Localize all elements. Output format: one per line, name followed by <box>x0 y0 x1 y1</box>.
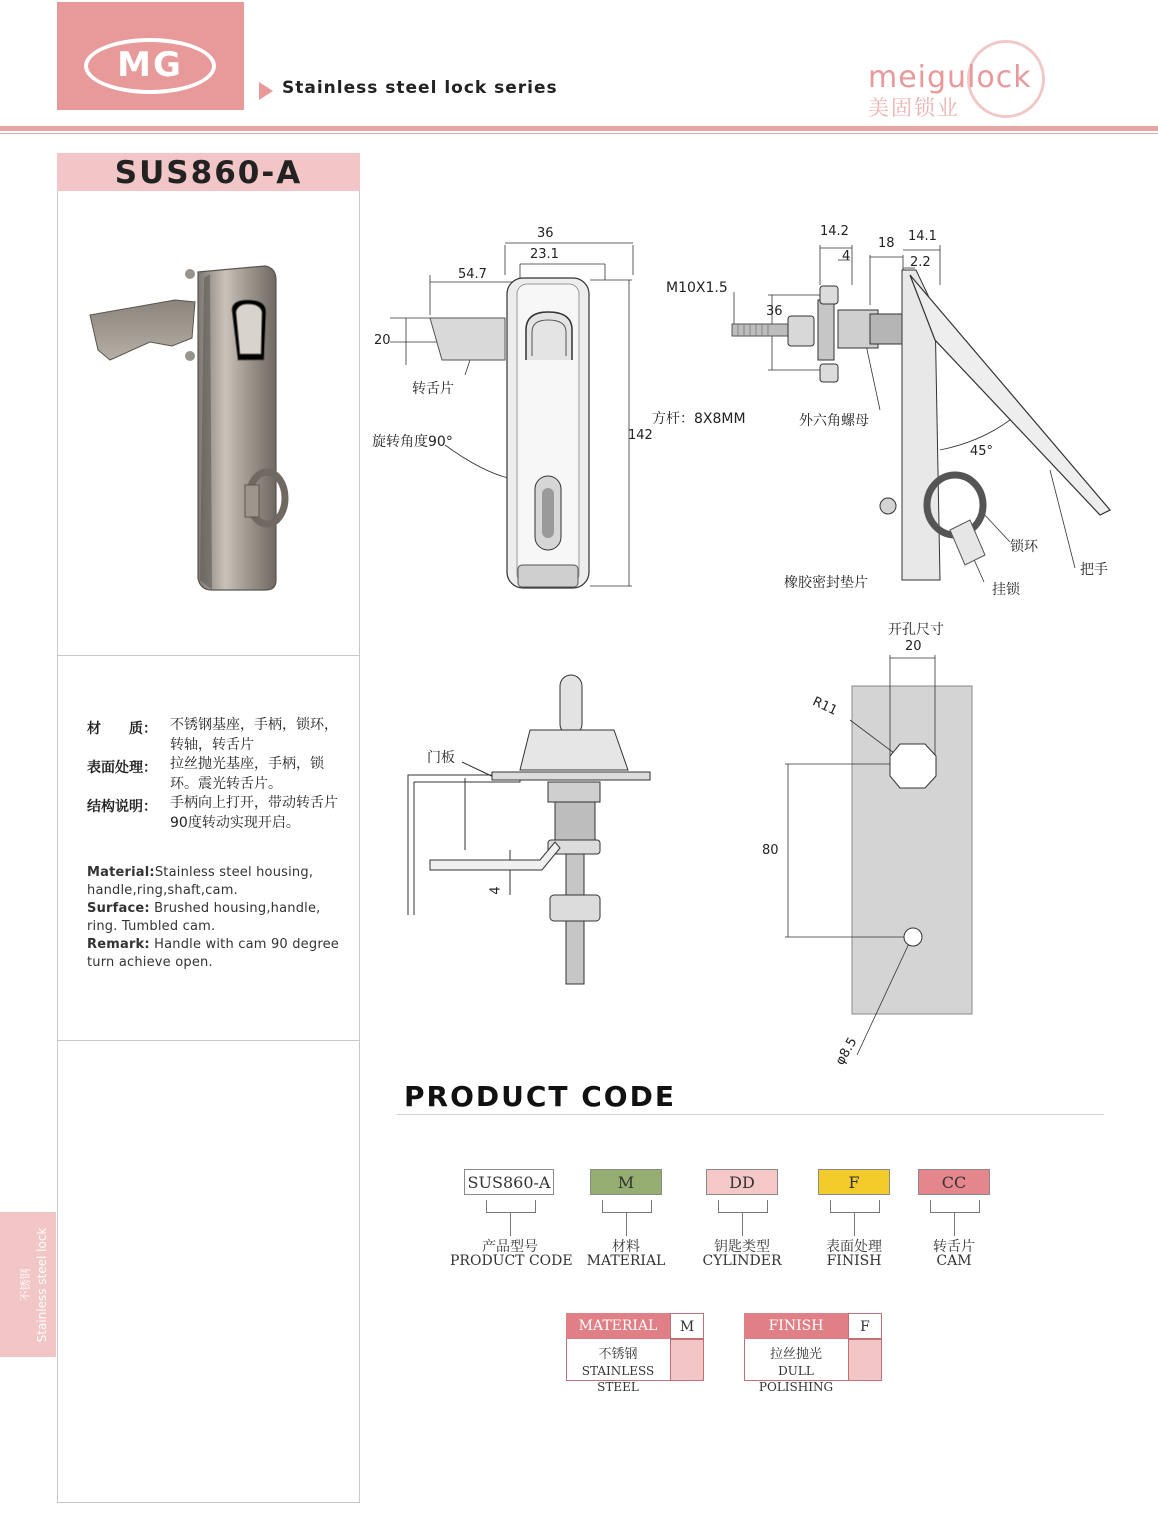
label-ring: 锁环 <box>1010 539 1038 555</box>
dim-80: 80 <box>762 843 779 858</box>
model-title: SUS860-A <box>114 155 303 191</box>
label-hex-nut: 外六角螺母 <box>799 413 869 429</box>
spec-material-en <box>87 864 313 882</box>
code-connector <box>510 1212 511 1236</box>
spec-material-label-cn: 材 质： <box>87 721 157 737</box>
code-box: DD <box>706 1169 778 1195</box>
label-handle: 把手 <box>1080 562 1108 578</box>
label-cam: 转舌片 <box>412 381 454 397</box>
dim-4: 4 <box>842 249 851 264</box>
finish-table-en: DULL POLISHING <box>758 1364 834 1394</box>
spec-surface-value-cn: 拉丝抛光基座，手柄，锁环。震光转舌片。 <box>170 756 324 792</box>
dim-23-1: 23.1 <box>530 247 559 262</box>
code-caption-en: PRODUCT CODE <box>450 1253 573 1269</box>
header-rule-thin <box>0 133 1158 134</box>
dim-36: 36 <box>537 226 554 241</box>
product-code-rule <box>397 1114 1104 1115</box>
label-angle-45: 45° <box>970 444 994 459</box>
material-table-en: STAINLESS STEEL <box>581 1364 655 1394</box>
code-caption-en: MATERIAL <box>586 1253 666 1269</box>
spec-structure-value-cn: 手柄向上打开，带动转舌片90度转动实现开启。 <box>170 795 338 831</box>
spec-surface-value-en: Brushed housing,handle, <box>149 901 321 916</box>
finish-table-cell <box>848 1339 882 1381</box>
spec-material-value-cn: 不锈钢基座，手柄，锁环，转轴，转舌片 <box>170 717 338 753</box>
code-bracket <box>602 1200 652 1213</box>
code-connector <box>954 1212 955 1236</box>
code-box: CC <box>918 1169 990 1195</box>
label-rotation-angle: 旋转角度90° <box>372 434 453 450</box>
code-connector <box>626 1212 627 1236</box>
spec-material-value-en: Stainless steel housing, <box>154 865 314 880</box>
front-view-drawing <box>370 220 660 600</box>
label-padlock: 挂锁 <box>992 582 1020 598</box>
install-view-drawing <box>400 670 660 1000</box>
dim-54-7: 54.7 <box>458 267 487 282</box>
product-code-title: PRODUCT CODE <box>404 1080 676 1113</box>
code-bracket <box>930 1200 980 1213</box>
brand-name-cn: 美固锁业 <box>868 96 960 120</box>
label-square-shaft: 方杆：8X8MM <box>652 411 746 427</box>
series-title: Stainless steel lock series <box>282 78 558 98</box>
label-door-panel: 门板 <box>427 750 455 766</box>
code-caption-cn: 钥匙类型 <box>714 1239 770 1255</box>
series-arrow-icon <box>259 82 273 100</box>
dim-4-install: 4 <box>488 886 504 895</box>
brand-name-en: meigulock <box>868 60 1032 95</box>
dim-36-side: 36 <box>766 304 783 319</box>
spec-material-value-en-2: handle,ring,shaft,cam. <box>87 883 238 898</box>
code-box: SUS860-A <box>464 1169 554 1195</box>
side-tab-en: Stainless steel lock <box>35 1227 49 1343</box>
code-bracket <box>830 1200 880 1213</box>
dim-r11: R11 <box>810 694 840 719</box>
code-caption-cn: 表面处理 <box>826 1239 882 1255</box>
label-thread: M10X1.5 <box>666 280 728 296</box>
label-gasket: 橡胶密封垫片 <box>784 575 868 591</box>
finish-table-head: FINISH <box>744 1313 848 1339</box>
spec-surface-label-cn: 表面处理： <box>87 760 157 776</box>
finish-table-code: F <box>848 1313 882 1339</box>
spec-remark-value-en: Handle with cam 90 degree <box>149 937 339 952</box>
logo-text: MG <box>117 45 183 85</box>
dim-18: 18 <box>878 236 895 251</box>
spec-surface-label-en: Surface: <box>87 901 150 916</box>
code-caption-en: CYLINDER <box>702 1253 782 1269</box>
code-caption-en: FINISH <box>826 1253 882 1269</box>
dim-142: 142 <box>628 428 653 443</box>
cutout-drawing <box>760 650 1000 1080</box>
spec-structure-label-cn: 结构说明： <box>87 799 157 815</box>
spec-surface-en <box>87 900 321 918</box>
spec-material-label-en: Material: <box>87 865 155 880</box>
code-connector <box>854 1212 855 1236</box>
dim-2-2: 2.2 <box>910 255 931 270</box>
side-view-drawing <box>720 230 1120 600</box>
side-tab-cn: 不锈钢 <box>19 1268 32 1302</box>
spec-remark-value-en-2: turn achieve open. <box>87 955 213 970</box>
material-table-cn: 不锈钢 <box>598 1347 638 1362</box>
dim-phi-8-5: φ8.5 <box>832 1035 861 1068</box>
dim-20-cutout: 20 <box>905 639 922 654</box>
code-box: F <box>818 1169 890 1195</box>
code-caption-en: CAM <box>936 1253 972 1269</box>
material-table-code: M <box>670 1313 704 1339</box>
finish-table-cn: 拉丝抛光 <box>769 1347 822 1362</box>
code-caption-cn: 材料 <box>612 1239 640 1255</box>
material-table-cell <box>670 1339 704 1381</box>
panel-divider <box>57 1040 360 1041</box>
code-connector <box>742 1212 743 1236</box>
header-rule <box>0 126 1158 131</box>
dim-20: 20 <box>374 333 391 348</box>
panel-divider <box>57 655 360 656</box>
code-caption-cn: 转舌片 <box>933 1239 975 1255</box>
code-caption-cn: 产品型号 <box>482 1239 538 1255</box>
product-photo <box>80 250 320 600</box>
code-box: M <box>590 1169 662 1195</box>
spec-remark-label-en: Remark: <box>87 937 150 952</box>
spec-surface-value-en-2: ring. Tumbled cam. <box>87 919 216 934</box>
material-table-head: MATERIAL <box>566 1313 670 1339</box>
spec-remark-en <box>87 936 339 954</box>
code-bracket <box>486 1200 536 1213</box>
cutout-title: 开孔尺寸 <box>888 622 944 638</box>
dim-14-2: 14.2 <box>820 224 849 239</box>
dim-14-1: 14.1 <box>908 229 937 244</box>
code-bracket <box>718 1200 768 1213</box>
